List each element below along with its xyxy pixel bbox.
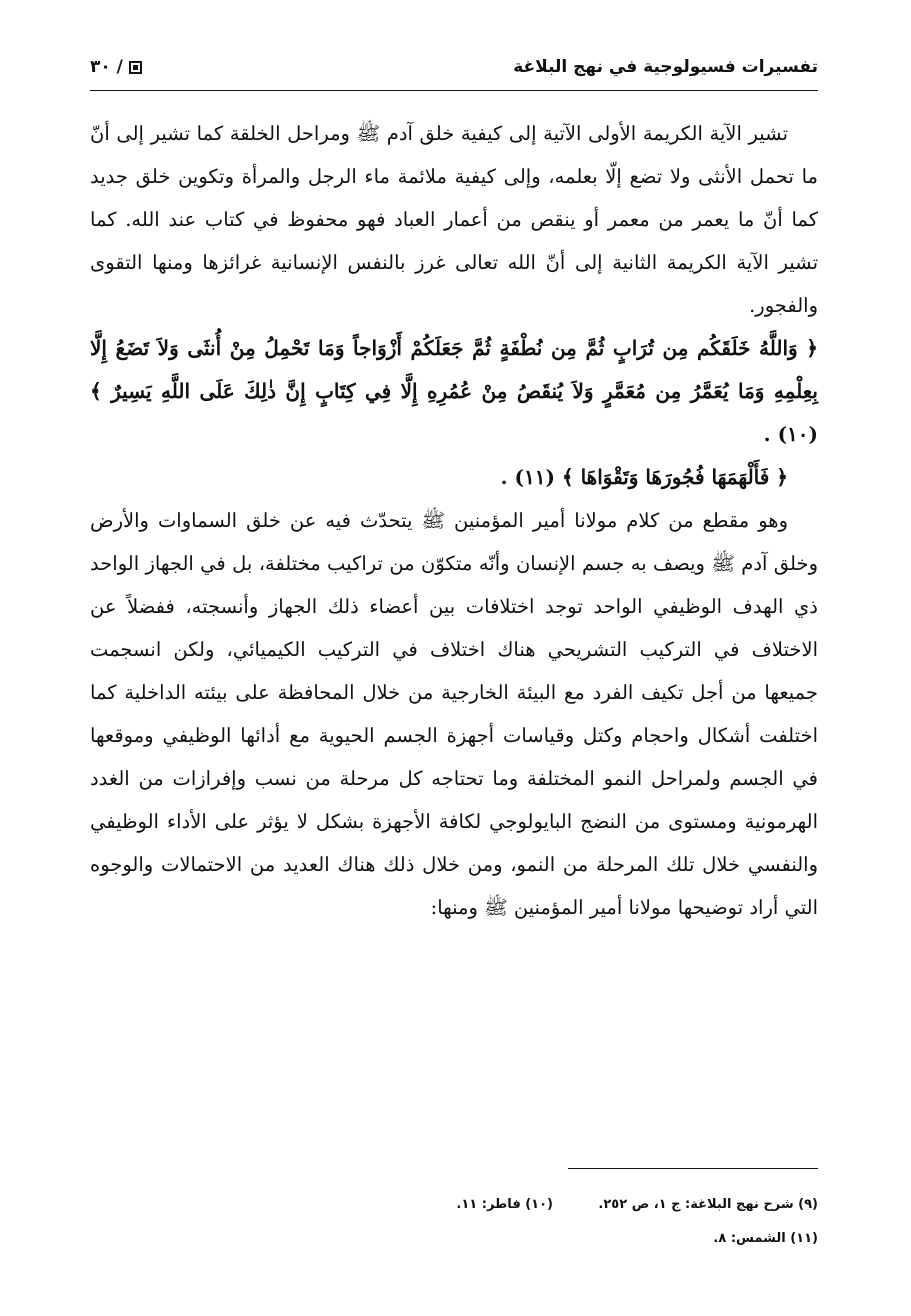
footnote-row bbox=[90, 1222, 818, 1256]
page-number-group bbox=[90, 57, 142, 77]
book-page bbox=[90, 40, 818, 1280]
footnote-10: (١٠) فاطر: ١١. bbox=[456, 1197, 553, 1212]
footnote-11: (١١) الشمس: ٨. bbox=[713, 1231, 818, 1246]
footnotes bbox=[90, 1188, 818, 1256]
footnote-rule bbox=[568, 1168, 818, 1169]
quran-verse-2: ﴿ فَأَلْهَمَهَا فُجُورَهَا وَتَقْوَاهَا ﴾ (١١) . bbox=[500, 465, 788, 489]
footnote-row bbox=[90, 1188, 818, 1222]
footnote-9: (٩) شرح نهج البلاغة: ج ١، ص ٢٥٢. bbox=[598, 1197, 818, 1212]
square-ornament-icon bbox=[129, 61, 142, 74]
paragraph-1: تشير الآية الكريمة الأولى الآتية إلى كيفية خلق آدم ﷺ ومراحل الخلقة كما تشير إلى أنّ ما تحمل الأنثى ولا تضع إلّا بعلمه، وإلى كيفية ملائمة ماء الرجل والمرأة وتكوين خلق جديد كما أنّ ما يعمر من معمر أو ينقص من أعمار العباد فهو محفوظ في كتاب عند الله. كما تشير الآية الكريمة الثانية إلى أنّ الله تعالى غرز بالنفس الإنسانية غرائزها ومنها التقوى والفجور. bbox=[90, 122, 818, 317]
page-number: ٣٠ / bbox=[90, 57, 123, 77]
quran-verse-1: ﴿ وَاللَّهُ خَلَقَكُم مِن تُرَابٍ ثُمَّ مِن نُطْفَةٍ ثُمَّ جَعَلَكُمْ أَزْوَاجاً وَمَا تَحْمِلُ مِنْ أُنثَى وَلاَ تَضَعُ إِلَّا بِعِلْمِهِ وَمَا يُعَمَّرُ مِن مُعَمَّرٍ وَلاَ يُنقَصُ مِنْ عُمُرِهِ إِلَّا فِي كِتَابٍ إِنَّ ذٰلِكَ عَلَى اللَّهِ يَسِيرٌ ﴾ (١٠) . bbox=[90, 336, 818, 446]
header-rule bbox=[90, 90, 818, 91]
paragraph-2: وهو مقطع من كلام مولانا أمير المؤمنين ﷺ يتحدّث فيه عن خلق السماوات والأرض وخلق آدم ﷺ ويصف به جسم الإنسان وأنّه متكوّن من تراكيب مختلفة، بل في الجهاز الواحد ذي الهدف الوظيفي الواحد توجد اختلافات بين أعضاء ذلك الجهاز وأنسجته، ففضلاً عن الاختلاف في التركيب التشريحي هناك اختلاف في التركيب الكيميائي، ولكن انسجمت جميعها من أجل تكيف الفرد مع البيئة الخارجية من خلال المحافظة على بيئته الداخلية كما اختلفت أشكال واحجام وكتل وقياسات أجهزة الجسم الحيوية مع أدائها الوظيفي وموقعها في الجسم ولمراحل النمو المختلفة وما تحتاجه كل مرحلة من نسب وإفرازات من الغدد الهرمونية ومستوى من النضج البايولوجي لكافة الأجهزة بشكل لا يؤثر على الأداء الوظيفي والنفسي خلال تلك المرحلة من النمو، ومن خلال ذلك هناك العديد من الاحتمالات والوجوه التي أراد توضيحها مولانا أمير المؤمنين ﷺ ومنها: bbox=[90, 509, 818, 919]
running-title: تفسيرات فسيولوجية في نهج البلاغة bbox=[513, 57, 818, 77]
main-text bbox=[90, 112, 818, 929]
running-header bbox=[90, 50, 818, 84]
